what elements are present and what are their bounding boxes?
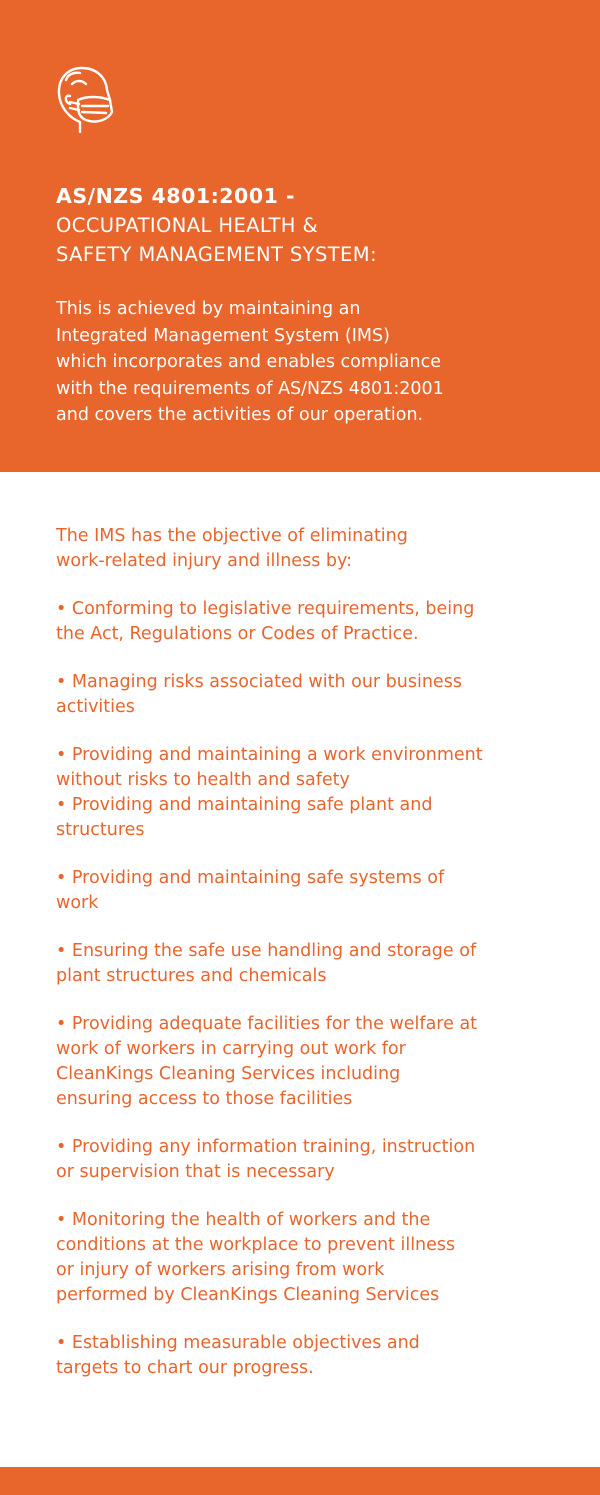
bullet-line: the Act, Regulations or Codes of Practice. [56,624,419,644]
bullet-line: performed by CleanKings Cleaning Services [56,1285,440,1305]
bullet-item [56,866,576,916]
bullet-line: without risks to health and safety [56,770,350,790]
heading-standard: AS/NZS 4801:2001 - [56,184,295,208]
heading-line-3: SAFETY MANAGEMENT SYSTEM: [56,243,377,266]
bullet-line: or supervision that is necessary [56,1162,335,1182]
bullet-item [56,1135,576,1185]
objectives-section [56,524,576,1404]
bullet-line: • Providing adequate facilities for the welfare at [56,1014,478,1034]
bullet-item [56,939,576,989]
bullet-item [56,1208,576,1308]
face-mask-icon [52,62,116,142]
objective-line: The IMS has the objective of eliminating [56,526,408,546]
bullet-line: structures [56,820,145,840]
bullet-line: CleanKings Cleaning Services including [56,1064,401,1084]
bullet-item [56,597,576,647]
footer-bar [0,1467,600,1495]
bullet-line: activities [56,697,135,717]
bullet-line: • Providing and maintaining safe systems of [56,868,445,888]
bullet-line: targets to chart our progress. [56,1358,314,1378]
intro-line: which incorporates and enables compliance [56,352,441,372]
bullet-line: • Providing any information training, instruction [56,1137,476,1157]
bullet-item [56,1012,576,1112]
heading-line-2: OCCUPATIONAL HEALTH & [56,214,319,237]
bullet-line: • Conforming to legislative requirements, being [56,599,475,619]
bullet-line: plant structures and chemicals [56,966,327,986]
bullet-line: or injury of workers arising from work [56,1260,385,1280]
bullet-line: • Monitoring the health of workers and the [56,1210,431,1230]
bullet-item [56,743,576,843]
bullet-line: • Establishing measurable objectives and [56,1333,420,1353]
bullet-line: • Managing risks associated with our business [56,672,462,692]
bullet-item [56,1331,576,1381]
intro-line: and covers the activities of our operation. [56,405,424,425]
intro-paragraph [56,296,566,429]
bullet-line: conditions at the workplace to prevent illness [56,1235,456,1255]
bullet-line: work [56,893,99,913]
intro-line: This is achieved by maintaining an [56,299,361,319]
bullet-line: • Providing and maintaining a work environment [56,745,483,765]
bullet-item [56,670,576,720]
bullet-line: ensuring access to those facilities [56,1089,353,1109]
bullet-line: work of workers in carrying out work for [56,1039,406,1059]
intro-line: with the requirements of AS/NZS 4801:2001 [56,378,444,399]
bullet-line: • Ensuring the safe use handling and storage of [56,941,477,961]
intro-line: Integrated Management System (IMS) [56,325,390,346]
objective-paragraph [56,524,576,574]
bullet-line: • Providing and maintaining safe plant and [56,795,433,815]
objective-line: work-related injury and illness by: [56,551,352,571]
header-banner [0,0,600,472]
